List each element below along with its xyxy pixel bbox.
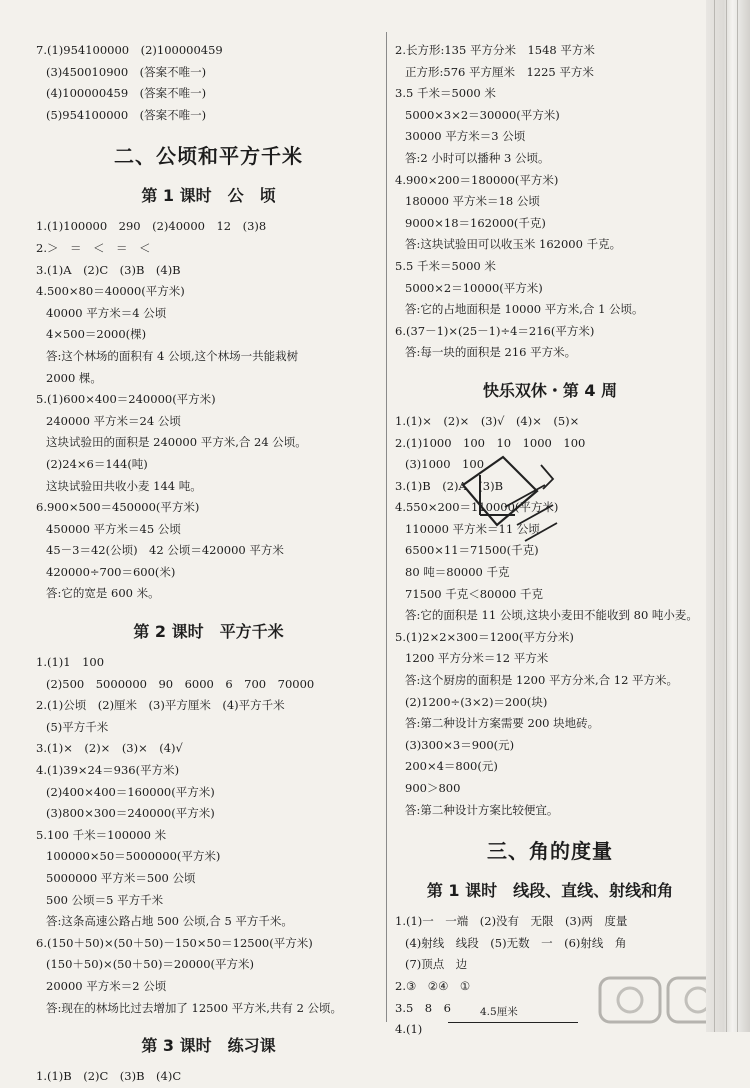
answer-line: 3.(1)B (2)A (3)B [395,478,504,493]
lesson1-title: 第 1 课时 公 顷 [141,186,276,206]
answer-line: 2.(1)公顷 (2)厘米 (3)平方厘米 (4)平方千米 [36,698,285,713]
answer-line: 4×500＝2000(棵) [46,327,147,342]
answer-line: (2)500 5000000 90 6000 6 700 70000 [46,676,315,691]
continued-answers [395,40,705,364]
section3-title: 三、角的度量 [487,839,613,864]
answer-line: 6.(150＋50)×(50＋50)－150×50＝12500(平方米) [36,935,313,950]
answer-line: 这块试验田的面积是 240000 平方米,合 24 公顷。 [46,435,307,450]
answer-line: 100000×50＝5000000(平方米) [46,849,221,864]
answer-line: 5.100 千米＝100000 米 [36,827,167,842]
answer-line: 4.500×80＝40000(平方米) [36,284,185,299]
answer-line: 71500 千克＜80000 千克 [405,586,543,601]
answer-line: 1200 平方分米＝12 平方米 [405,651,549,666]
answer-line: 6.(37－1)×(25－1)÷4＝216(平方米) [395,323,595,338]
answer-line: 1.(1)100000 290 (2)40000 12 (3)8 [36,219,267,234]
answer-line: 4.(1)39×24＝936(平方米) [36,763,180,778]
answer-line: 2.长方形:135 平方分米 1548 平方米 [395,43,595,57]
answer-line: 180000 平方米＝18 公顷 [405,194,540,209]
answer-line: 1.(1)B (2)C (3)B (4)C [36,1069,182,1084]
lesson3-title: 第 3 课时 练习课 [141,1036,276,1056]
answer-line: (2)24×6＝144(吨) [46,456,148,471]
answer-line: 240000 平方米＝24 公顷 [46,413,181,428]
answer-line: 5.(1)2×2×300＝1200(平方分米) [395,629,574,644]
answer-line: 2.③ ②④ ① [395,978,471,993]
answer-line: 2000 棵。 [46,370,102,385]
column-divider [386,32,387,1022]
answer-line: (3)1000 100 [405,457,485,472]
answer-line: 80 吨＝80000 千克 [405,565,510,580]
lesson1-answers [36,216,381,605]
answer-line: 20000 平方米＝2 公顷 [46,978,167,993]
answer-line: (3)800×300＝240000(平方米) [46,806,215,821]
answer-line: 答:这条高速公路占地 500 公顷,合 5 平方千米。 [46,914,293,929]
answer-line: (150＋50)×(50＋50)＝20000(平方米) [46,957,254,972]
answer-line: 4.550×200＝110000(平方米) [395,500,559,515]
answer-line: 1.(1)× (2)× (3)√ (4)× (5)× [395,413,580,428]
answer-line: 3.(1)× (2)× (3)× (4)√ [36,741,183,756]
answer-line: 30000 平方米＝3 公顷 [405,129,526,144]
answer-line: 7.(1)954100000 (2)100000459 [36,43,223,57]
lesson-r1-title: 第 1 课时 线段、直线、射线和角 [426,881,674,901]
answer-line: 答:这个林场的面积有 4 公顷,这个林场一共能栽树 [46,348,299,363]
answer-line: (7)顶点 边 [405,957,468,972]
ruler-segment [448,1022,578,1023]
lesson2-title: 第 2 课时 平方千米 [133,622,284,642]
stamp-mark [445,445,560,555]
answer-line: 450000 平方米＝45 公顷 [46,521,181,536]
answer-line: 6500×11＝71500(千克) [405,543,539,558]
answer-line: 5000000 平方米＝500 公顷 [46,871,196,885]
answer-line: (4)射线 线段 (5)无数 一 (6)射线 角 [405,935,627,950]
answer-line: 200×4＝800(元) [405,759,498,774]
answer-line: (2)400×400＝160000(平方米) [46,784,215,799]
answer-line: 5.(1)600×400＝240000(平方米) [36,392,216,407]
lesson2-answers [36,652,381,1019]
q7-block [36,40,381,126]
answer-line: 6.900×500＝450000(平方米) [36,500,200,515]
answer-line: 900＞800 [405,781,461,795]
answer-line: 45－3＝42(公顷) 42 公顷＝420000 平方米 [46,543,284,558]
section2-title: 二、公顷和平方千米 [114,144,303,169]
answer-line: 答:这块试验田可以收玉米 162000 千克。 [405,237,622,252]
answer-line: 答:第二种设计方案比较便宜。 [405,802,559,817]
answer-line: 4.900×200＝180000(平方米) [395,172,559,187]
answer-line: 2.(1)1000 100 10 1000 100 [395,435,586,450]
answer-line: 答:它的宽是 600 米。 [46,586,160,601]
answer-line: 答:这个厨房的面积是 1200 平方分米,合 12 平方米。 [405,673,679,688]
answer-line: 5.5 千米＝5000 米 [395,258,496,273]
answer-line: 5000×2＝10000(平方米) [405,280,543,295]
answer-line: 答:2 小时可以播种 3 公顷。 [405,150,550,165]
answer-line: 正方形:576 平方厘米 1225 平方米 [405,64,594,79]
page-binding-edge [706,0,750,1032]
answer-line: (3)300×3＝900(元) [405,737,515,752]
answer-line: 2.＞ ＝ ＜ ＝ ＜ [36,240,151,255]
weekend-title: 快乐双休・第 4 周 [482,380,618,400]
answer-line: 答:现在的林场比过去增加了 12500 平方米,共有 2 公顷。 [46,1000,343,1015]
answer-line: 1.(1)1 100 [36,655,105,670]
answer-line: 40000 平方米＝4 公顷 [46,305,167,320]
ruler-label: 4.5厘米 [480,1006,518,1018]
answer-line: 420000÷700＝600(米) [46,564,176,579]
answer-line: 答:第二种设计方案需要 200 块地砖。 [405,716,600,731]
answer-line: 5000×3×2＝30000(平方米) [405,107,560,122]
answer-line: 这块试验田共收小麦 144 吨。 [46,478,202,493]
answer-line: 4.(1) [395,1022,423,1037]
answer-line: 3.(1)A (2)C (3)B (4)B [36,262,181,277]
lesson3-answers [36,1066,381,1088]
answer-line: (3)450010900 (答案不唯一) [46,64,207,79]
answer-line: 1.(1)一 一端 (2)没有 无限 (3)两 度量 [395,914,628,929]
answer-line: 500 公顷＝5 平方千米 [46,892,164,907]
answer-line: 110000 平方米＝11 公顷 [405,521,540,536]
answer-line: (5)954100000 (答案不唯一) [46,107,207,122]
answer-line: 9000×18＝162000(千克) [405,215,546,230]
answer-line: 答:它的面积是 11 公顷,这块小麦田不能收到 80 吨小麦。 [405,608,698,623]
answer-line: (2)1200÷(3×2)＝200(块) [405,694,548,709]
answer-line: 3.5 千米＝5000 米 [395,86,496,101]
left-column [36,40,381,1088]
answer-line: 答:每一块的面积是 216 平方米。 [405,345,577,360]
answer-line: 答:它的占地面积是 10000 平方米,合 1 公顷。 [405,302,644,317]
answer-line: (4)100000459 (答案不唯一) [46,86,207,101]
answer-line: (5)平方千米 [46,719,109,734]
answer-line: 3.5 8 6 [395,1000,451,1015]
